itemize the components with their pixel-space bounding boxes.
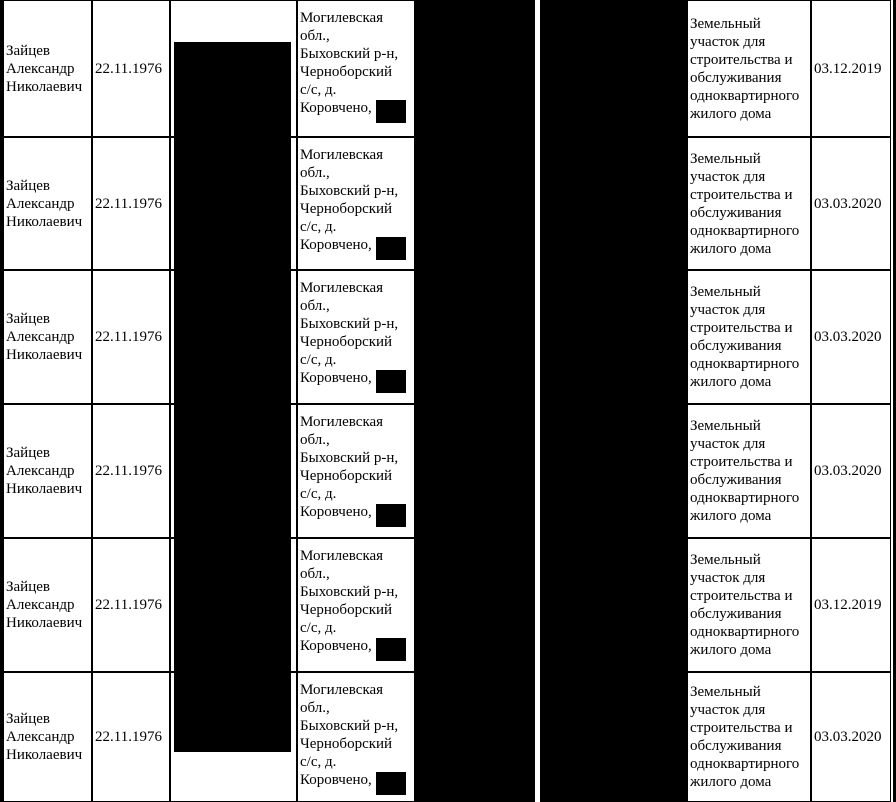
land-purpose-text: Земельный участок для строительства и обслуживания одноквартирного жилого дома xyxy=(690,284,800,390)
land-purpose-text: Земельный участок для строительства и обслуживания одноквартирного жилого дома xyxy=(690,552,800,658)
birth-date-text: 22.11.1976 xyxy=(95,195,162,212)
redacted-id-cell xyxy=(170,538,297,672)
redacted-id-cell xyxy=(170,137,297,270)
decision-date-text: 03.03.2020 xyxy=(814,329,882,345)
redacted-column-cell xyxy=(415,538,535,672)
address-text: Могилевская обл., Быховский р-н, Черноборский с/с, д. Коровчено, xyxy=(300,682,399,788)
land-purpose-cell xyxy=(687,0,811,137)
redaction-block xyxy=(174,539,291,671)
address-cell xyxy=(297,270,415,404)
birth-date-text: 22.11.1976 xyxy=(95,463,162,479)
land-purpose-text: Земельный участок для строительства и обслуживания одноквартирного жилого дома xyxy=(690,418,800,524)
table-row xyxy=(0,270,896,404)
redacted-column-cell xyxy=(540,672,687,802)
redacted-column-cell xyxy=(540,538,687,672)
decision-date-text: 03.03.2020 xyxy=(814,463,882,479)
redacted-column-cell xyxy=(415,137,535,270)
decision-date-text: 03.03.2020 xyxy=(814,195,882,212)
decision-date-cell xyxy=(811,672,891,802)
redaction-block xyxy=(174,405,291,537)
land-purpose-cell xyxy=(687,672,811,802)
redacted-column-cell xyxy=(540,0,687,137)
redaction-block xyxy=(174,673,291,752)
decision-date-text: 03.12.2019 xyxy=(814,597,882,613)
redacted-column-cell xyxy=(415,672,535,802)
address-redaction-block xyxy=(376,370,406,393)
birth-date-cell xyxy=(92,672,170,802)
table-row xyxy=(0,404,896,538)
birth-date-cell xyxy=(92,0,170,137)
address-cell xyxy=(297,0,415,137)
decision-date-cell xyxy=(811,137,891,270)
birth-date-cell xyxy=(92,137,170,270)
decision-date-cell xyxy=(811,0,891,137)
redacted-column-cell xyxy=(540,270,687,404)
land-purpose-text: Земельный участок для строительства и обслуживания одноквартирного жилого дома xyxy=(690,150,800,257)
address-text: Могилевская обл., Быховский р-н, Черноборский с/с, д. Коровчено, xyxy=(300,548,399,654)
redacted-column-cell xyxy=(540,137,687,270)
birth-date-text: 22.11.1976 xyxy=(95,597,162,613)
table-row xyxy=(0,0,896,137)
redacted-id-cell xyxy=(170,672,297,802)
land-purpose-cell xyxy=(687,270,811,404)
redacted-column-cell xyxy=(540,404,687,538)
decision-date-cell xyxy=(811,270,891,404)
birth-date-cell xyxy=(92,538,170,672)
address-cell xyxy=(297,538,415,672)
birth-date-cell xyxy=(92,270,170,404)
redaction-block xyxy=(174,138,291,269)
applicant-name-text: Зайцев Александр Николаевич xyxy=(6,311,83,363)
address-redaction-block xyxy=(376,237,406,260)
applicant-name-cell xyxy=(3,404,92,538)
birth-date-text: 22.11.1976 xyxy=(95,729,162,745)
redacted-id-cell xyxy=(170,0,297,137)
land-purpose-text: Земельный участок для строительства и обслуживания одноквартирного жилого дома xyxy=(690,15,800,122)
address-redaction-block xyxy=(376,772,406,795)
redaction-block xyxy=(174,42,291,136)
address-text: Могилевская обл., Быховский р-н, Черноборский с/с, д. Коровчено, xyxy=(300,414,399,520)
redacted-id-cell xyxy=(170,404,297,538)
applicant-name-text: Зайцев Александр Николаевич xyxy=(6,445,83,497)
address-cell xyxy=(297,404,415,538)
table-row xyxy=(0,538,896,672)
redacted-column-cell xyxy=(415,270,535,404)
applicant-name-text: Зайцев Александр Николаевич xyxy=(6,42,83,95)
address-text: Могилевская обл., Быховский р-н, Черноборский с/с, д. Коровчено, xyxy=(300,280,399,386)
land-purpose-cell xyxy=(687,404,811,538)
address-text: Могилевская обл., Быховский р-н, Черноборский с/с, д. Коровчено, xyxy=(300,10,399,116)
redacted-column-cell xyxy=(415,0,535,137)
address-redaction-block xyxy=(376,504,406,527)
address-text: Могилевская обл., Быховский р-н, Черноборский с/с, д. Коровчено, xyxy=(300,147,399,253)
redaction-block xyxy=(174,271,291,403)
decision-date-cell xyxy=(811,404,891,538)
address-redaction-block xyxy=(376,638,406,661)
redacted-column-cell xyxy=(415,404,535,538)
applicant-name-cell xyxy=(3,270,92,404)
birth-date-text: 22.11.1976 xyxy=(95,60,162,77)
applicant-name-text: Зайцев Александр Николаевич xyxy=(6,579,83,631)
applicant-name-cell xyxy=(3,538,92,672)
applicant-name-text: Зайцев Александр Николаевич xyxy=(6,711,83,763)
decision-date-text: 03.03.2020 xyxy=(814,729,882,745)
address-cell xyxy=(297,672,415,802)
applicant-name-cell xyxy=(3,0,92,137)
birth-date-cell xyxy=(92,404,170,538)
redacted-id-cell xyxy=(170,270,297,404)
decision-date-text: 03.12.2019 xyxy=(814,60,882,77)
applicant-name-text: Зайцев Александр Николаевич xyxy=(6,177,83,230)
land-purpose-cell xyxy=(687,137,811,270)
applicant-name-cell xyxy=(3,672,92,802)
applicant-name-cell xyxy=(3,137,92,270)
table-row xyxy=(0,672,896,802)
birth-date-text: 22.11.1976 xyxy=(95,329,162,345)
decision-date-cell xyxy=(811,538,891,672)
land-purpose-cell xyxy=(687,538,811,672)
address-cell xyxy=(297,137,415,270)
table-row xyxy=(0,137,896,270)
land-purpose-text: Земельный участок для строительства и обслуживания одноквартирного жилого дома xyxy=(690,684,800,790)
address-redaction-block xyxy=(376,100,406,123)
